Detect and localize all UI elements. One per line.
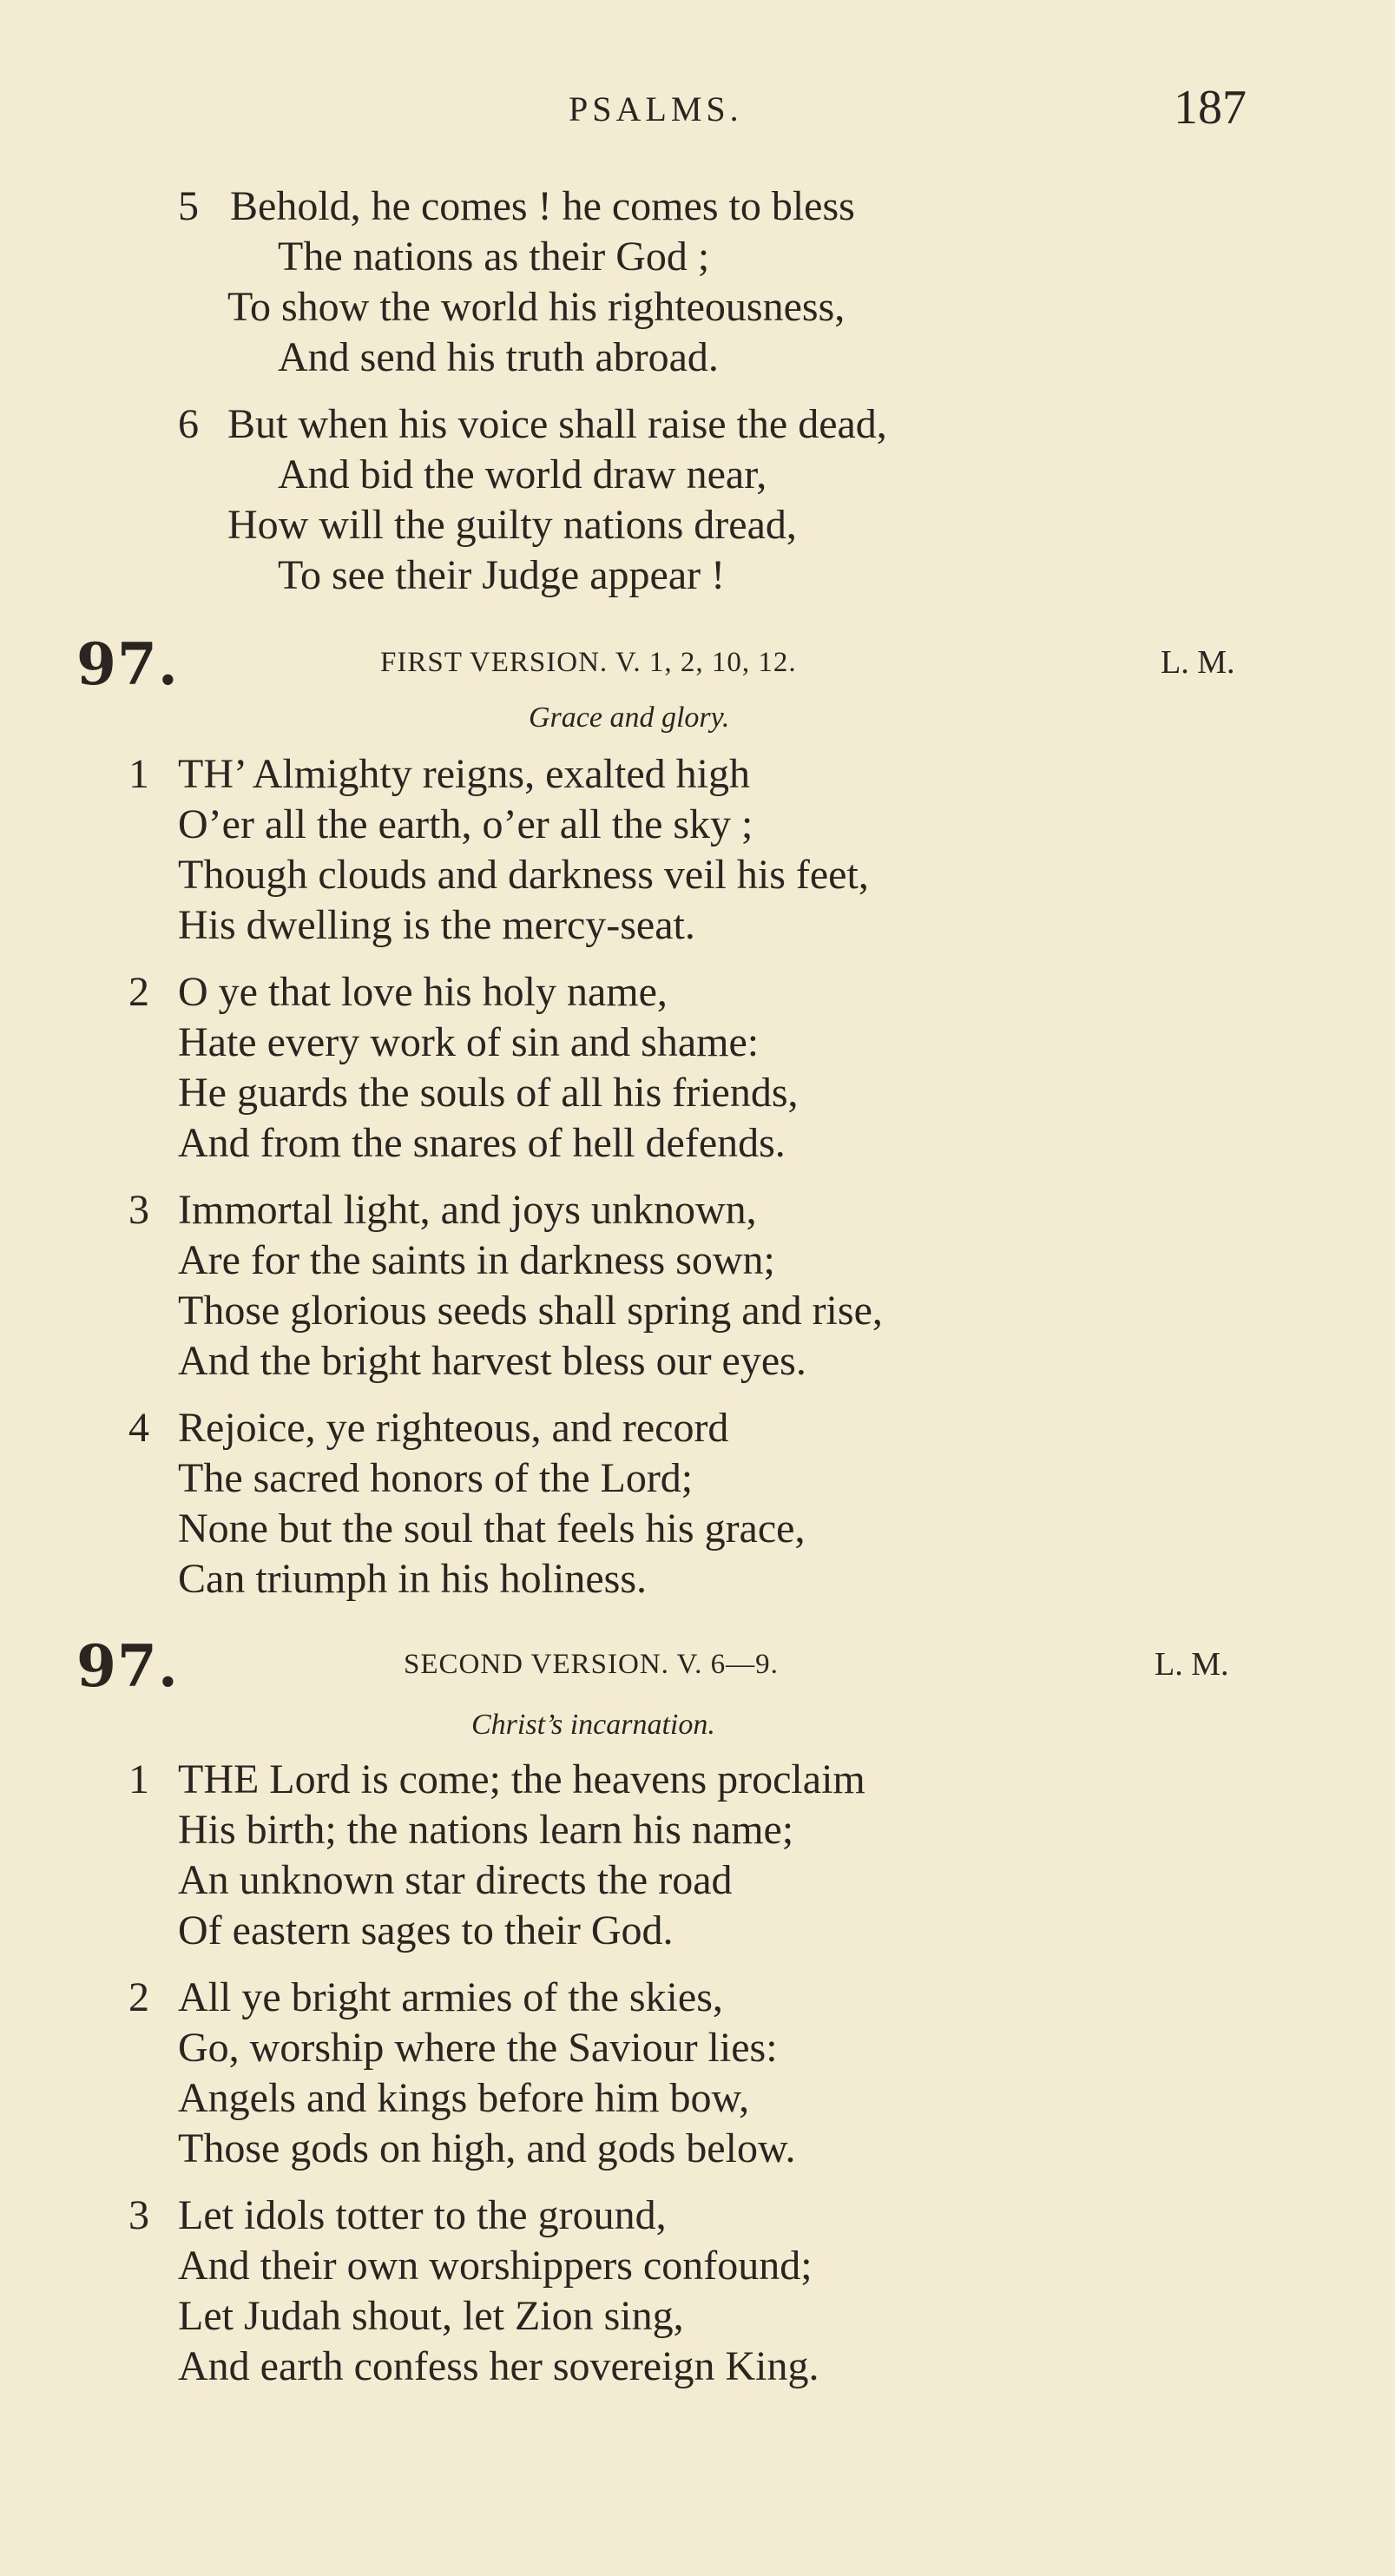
verse-line: His dwelling is the mercy-seat. [178,902,695,948]
version-label: SECOND VERSION. V. 6—9. [404,1649,779,1680]
verse-line: And from the snares of hell defends. [178,1120,786,1166]
verse-line: And earth confess her sovereign King. [178,2343,819,2389]
verse-line: And the bright harvest bless our eyes. [178,1338,806,1384]
verse-line: Go, worship where the Saviour lies: [178,2025,778,2071]
verse-line: And their own worshippers confound; [178,2243,813,2289]
verse-line: To show the world his righteousness, [227,284,846,330]
stanza-number: 1 [128,751,149,797]
verse-line: Behold, he comes ! he comes to bless [230,183,855,229]
verse-line: Are for the saints in darkness sown; [178,1237,775,1283]
verse-line: But when his voice shall raise the dead, [227,401,887,447]
psalm-number: 97. [76,1632,179,1700]
verse-line: Of eastern sages to their God. [178,1907,674,1953]
stanza-number: 2 [128,969,149,1015]
stanza-number: 3 [128,1187,149,1233]
version-label: FIRST VERSION. V. 1, 2, 10, 12. [380,647,797,678]
verse-line: Though clouds and darkness veil his feet, [178,852,869,898]
stanza-number: 5 [178,183,199,229]
verse-line: All ye bright armies of the skies, [178,1974,723,2020]
psalm-subtitle: Grace and glory. [529,702,730,734]
verse-line: Those glorious seeds shall spring and rise, [178,1288,883,1334]
verse-line: O’er all the earth, o’er all the sky ; [178,801,753,847]
verse-line: The sacred honors of the Lord; [178,1455,694,1501]
verse-line: The nations as their God ; [278,234,710,280]
psalm-subtitle: Christ’s incarnation. [471,1709,715,1741]
running-head: PSALMS. [569,89,743,128]
verse-line: TH’ Almighty reigns, exalted high [178,751,750,797]
page-number: 187 [1174,81,1247,135]
verse-line: And bid the world draw near, [278,451,767,497]
verse-line: Angels and kings before him bow, [178,2075,750,2121]
verse-line: Immortal light, and joys unknown, [178,1187,757,1233]
verse-line: Rejoice, ye righteous, and record [178,1405,729,1451]
verse-line: And send his truth abroad. [278,334,719,380]
verse-line: Hate every work of sin and shame: [178,1019,760,1065]
verse-line: None but the soul that feels his grace, [178,1505,806,1552]
verse-line: Those gods on high, and gods below. [178,2125,796,2171]
meter: L. M. [1155,1646,1229,1683]
verse-line: THE Lord is come; the heavens proclaim [178,1756,865,1802]
verse-line: How will the guilty nations dread, [227,502,797,548]
verse-line: Let idols totter to the ground, [178,2192,667,2238]
verse-line: His birth; the nations learn his name; [178,1807,794,1853]
verse-line: O ye that love his holy name, [178,969,668,1015]
verse-line: An unknown star directs the road [178,1857,733,1903]
verse-line: He guards the souls of all his friends, [178,1070,799,1116]
stanza-number: 4 [128,1405,149,1451]
stanza-number: 6 [178,401,199,447]
verse-line: To see their Judge appear ! [278,552,726,598]
stanza-number: 3 [128,2192,149,2238]
verse-line: Can triumph in his holiness. [178,1556,647,1602]
meter: L. M. [1161,644,1235,681]
psalm-number: 97. [76,630,179,698]
stanza-number: 2 [128,1974,149,2020]
stanza-number: 1 [128,1756,149,1802]
verse-line: Let Judah shout, let Zion sing, [178,2293,684,2339]
